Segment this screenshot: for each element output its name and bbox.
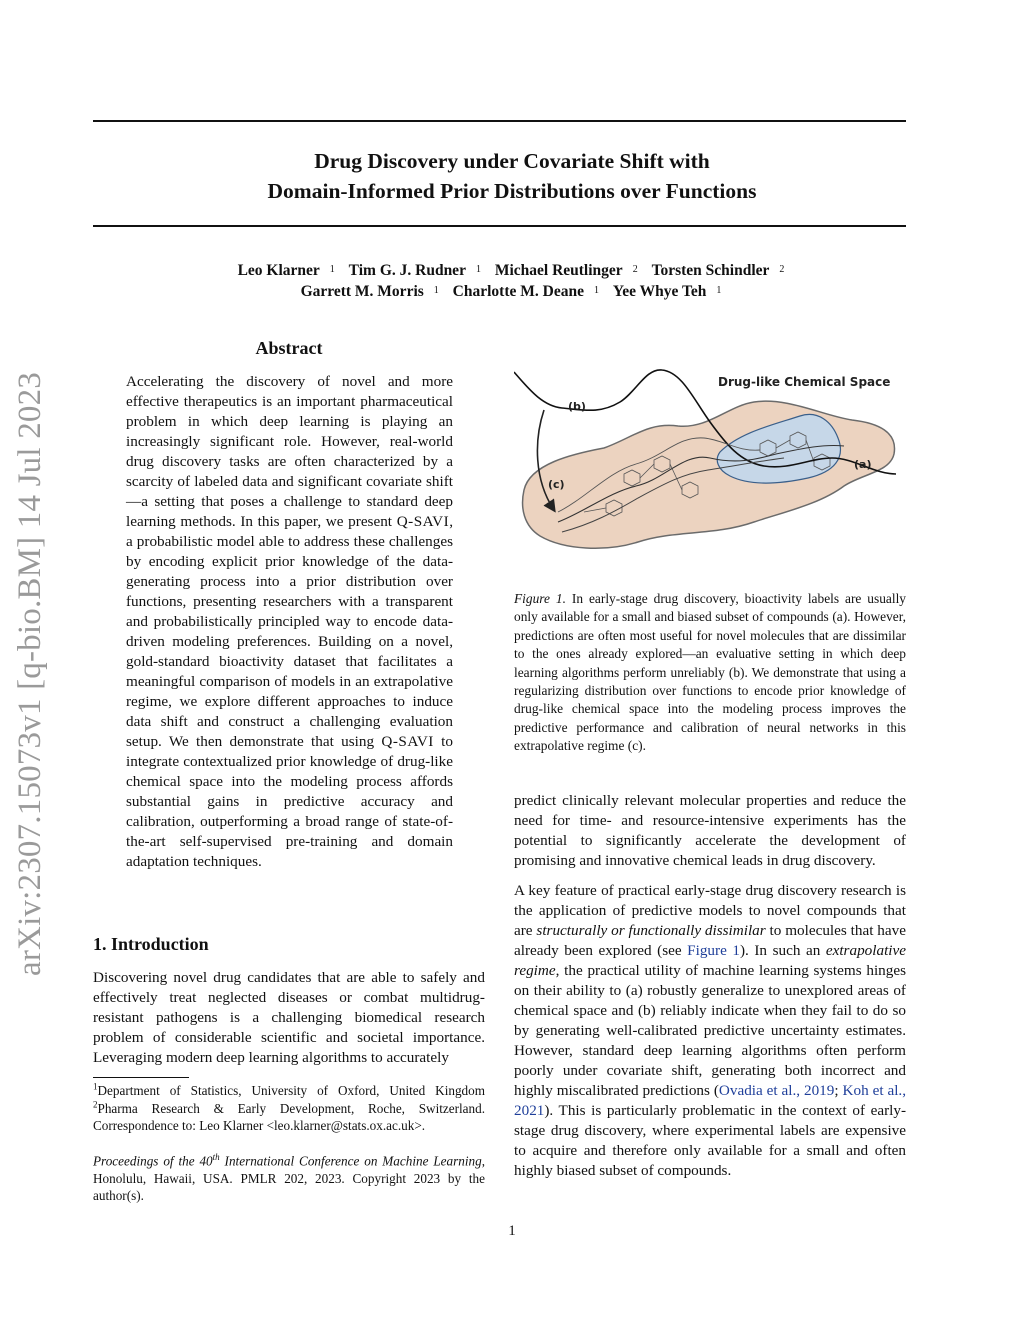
abstract-text: Accelerating the discovery of novel and more effective therapeutics is an important pharmaceutical problem in which deep learning is playing an increasingly significant role. However, real-world drug discovery tasks are often characterized by a scarcity of labeled data and significant covariate shift—a setting that poses a challenge to standard deep learning methods. In this paper, we present (126, 373, 453, 530)
footnote-rule (93, 1077, 189, 1078)
author-line-1 (0, 262, 1024, 280)
author-name: Yee Whye Teh (612, 283, 707, 300)
figure-1-caption (514, 590, 906, 756)
paragraph-text: , the practical utility of machine learning systems hinges on their ability to (a) robustly generalize to unexplored areas of chemical space and (b) reliably indicate when they fail to do so by generating well-calibrated predictive uncertainty estimates. However, standard deep learning algorithms often perform poorly under covariate shift, generating both incorrect and highly miscalibrated predictions ( (514, 962, 906, 1099)
author-affiliation: 1 (475, 264, 481, 275)
section-heading-introduction: 1. Introduction (93, 934, 209, 954)
paper-title-line-1: Drug Discovery under Covariate Shift with (314, 149, 710, 173)
right-paragraph-1: predict clinically relevant molecular properties and reduce the need for time- and resource-intensive experiments has the potential to significantly accelerate the development of promising and innovative chemical leads in drug discovery. (514, 792, 906, 869)
citation-link[interactable]: Koh et al., 2021 (514, 1082, 907, 1119)
author-affiliation: 2 (779, 264, 785, 275)
chemical-space-blob (523, 401, 895, 548)
caption-text: In early-stage drug discovery, bioactivity labels are usually only available for a small and biased subset of compounds (a). However, predictions are often most useful for novel molecules that are dissimilar to the ones already explored—an evaluative setting in which deep learning algorithms perform unreliably (b). We demonstrate that using a regularizing distribution over functions to encode prior knowledge of drug-like chemical space into the modeling process improves the predictive performance and calibration of neural networks in this extrapolative regime (c). (514, 591, 906, 754)
footnote-marker: 2 (93, 1099, 98, 1110)
figure-label-c: (c) (548, 478, 565, 491)
author-affiliation: 2 (632, 264, 638, 275)
author-name: Michael Reutlinger (494, 262, 623, 279)
author-affiliation: 1 (716, 285, 722, 296)
abstract-text: to integrate contextualized prior knowledge of drug-like chemical space into the modeling process affords substantial gains in predictive accuracy and calibration, outperforming a broad range of state-of-the-art self-supervised pre-training and domain adaptation techniques. (126, 733, 453, 870)
proceedings-note (93, 1149, 485, 1205)
paragraph-text: ; (834, 1082, 843, 1099)
figure-reference-link[interactable]: Figure 1 (687, 942, 740, 959)
author-name: Leo Klarner (237, 262, 320, 279)
paragraph-text: ). This is particularly problematic in the context of early-stage drug discovery, where experimental labels are expensive to acquire and therefore only available for a small and often highly biased subset of compounds. (514, 1102, 906, 1179)
affiliation-footnote (93, 1082, 485, 1135)
figure-label-a: (a) (854, 458, 872, 471)
proceedings-venue: International Conference on Machine Learning (219, 1153, 482, 1169)
author-name: Torsten Schindler (651, 262, 770, 279)
abstract-text: , a probabilistic model able to address these challenges by encoding explicit prior knowledge of the data-generating process into a prior distribution over functions, presenting researchers with a transparent and probabilistically principled way to encode data-driven modeling preferences. Building on a novel, gold-standard bioactivity dataset that facilitates a meaningful comparison of models in an extrapolative regime, we explore different approaches to induce data shift and construct a challenging evaluation setup. We then demonstrate that using (126, 513, 453, 750)
title-bottom-rule (93, 225, 906, 227)
author-affiliation: 1 (329, 264, 335, 275)
proceedings-text: , Honolulu, Hawaii, USA. PMLR 202, 2023. Copyright 2023 by the author(s). (93, 1153, 485, 1204)
title-top-rule (93, 120, 906, 122)
paper-title-line-2: Domain-Informed Prior Distributions over Functions (267, 179, 757, 203)
abstract-body (126, 372, 453, 872)
abstract-heading: Abstract (255, 338, 323, 358)
arxiv-stamp: arXiv:2307.15073v1 [q-bio.BM] 14 Jul 2023 (12, 371, 48, 976)
author-line-2 (0, 283, 1024, 301)
figure-1 (514, 362, 906, 560)
page-number: 1 (508, 1223, 516, 1239)
author-name: Garrett M. Morris (300, 283, 424, 300)
proceedings-venue: Proceedings of the 40 (93, 1153, 213, 1169)
figure-label-space: Drug-like Chemical Space (718, 375, 891, 389)
emphasis-text: extrapolative regime (514, 942, 906, 979)
author-affiliation: 1 (433, 285, 439, 296)
author-name: Tim G. J. Rudner (348, 262, 466, 279)
paragraph-text: to molecules that have already been explored (see (514, 922, 906, 959)
figure-label-b: (b) (568, 400, 586, 413)
paragraph-text: A key feature of practical early-stage drug discovery research is the application of predictive models to novel compounds that are (514, 882, 906, 939)
affiliation-text: Pharma Research & Early Development, Roche, Switzerland. Correspondence to: Leo Klarner <leo.klarner@stats.ox.ac.uk>. (93, 1100, 485, 1133)
introduction-paragraph: Discovering novel drug candidates that are able to safely and effectively treat neglected diseases or combat multidrug-resistant pathogens is a challenging biomedical research problem of considerable scientific and societal importance. Leveraging modern deep learning algorithms to accurately (93, 969, 485, 1066)
figure-1-illustration (514, 362, 906, 560)
model-name: Q-SAVI (396, 513, 450, 530)
affiliation-text: Department of Statistics, University of Oxford, United Kingdom (97, 1083, 485, 1098)
proceedings-superscript: th (212, 1152, 220, 1162)
author-name: Charlotte M. Deane (452, 283, 584, 300)
model-name: Q-SAVI (381, 733, 434, 750)
emphasis-text: structurally or functionally dissimilar (536, 922, 766, 939)
citation-link[interactable]: Ovadia et al., 2019 (718, 1082, 835, 1099)
author-affiliation: 1 (593, 285, 599, 296)
footnote-marker: 1 (93, 1081, 98, 1092)
right-paragraph-2 (514, 881, 906, 1181)
paragraph-text: ). In such an (739, 942, 826, 959)
caption-label: Figure 1. (514, 591, 566, 606)
